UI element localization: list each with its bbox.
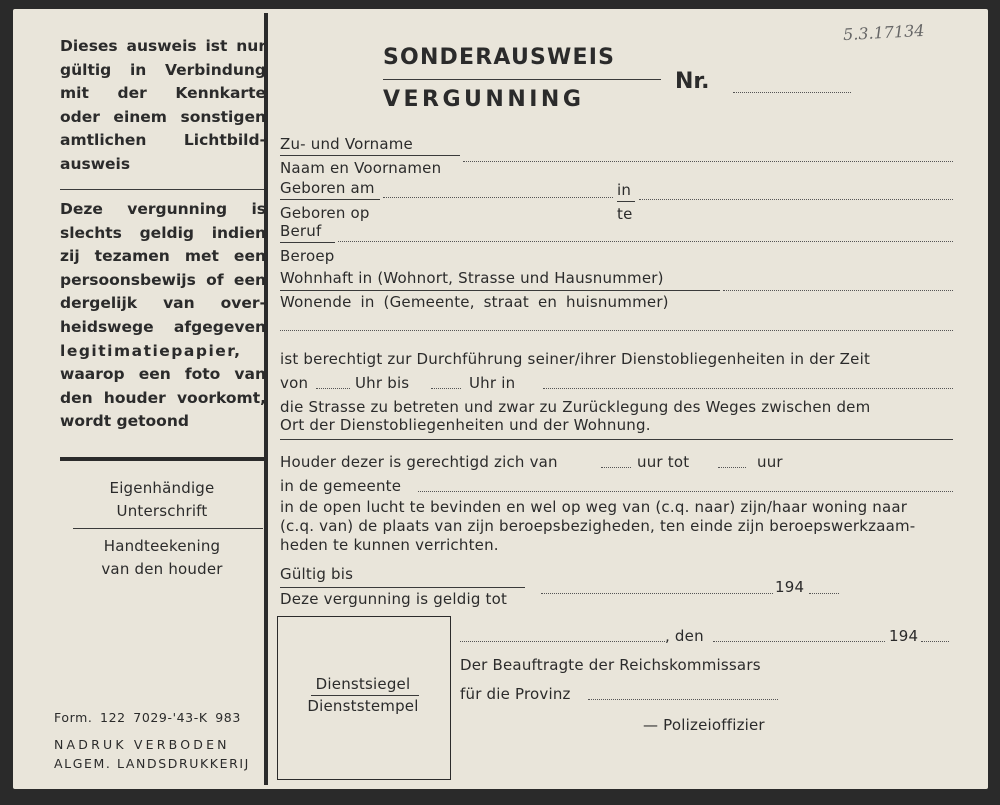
von-label: von <box>280 374 309 392</box>
notice-line: amtlichen Lichtbild- <box>60 131 266 150</box>
form-number: Form. 122 7029-'43-K 983 <box>54 710 241 725</box>
notice-line: Dieses ausweis ist nur <box>60 37 266 55</box>
valid-until-field[interactable] <box>541 593 773 594</box>
official-title: Der Beauftragte der Reichskommissars <box>460 656 761 674</box>
footer-line: ALGEM. LANDSDRUKKERIJ <box>54 756 250 771</box>
permit-card <box>13 9 988 789</box>
permission-text-de: ist berechtigt zur Durchführung seiner/ihrer Dienstobliegenheiten in der Zeit <box>280 350 871 368</box>
den-label: , den <box>665 627 704 645</box>
name-label-de: Zu- und Vorname <box>280 135 413 153</box>
valid-until-de: Gültig bis <box>280 565 354 583</box>
residence-field[interactable] <box>723 290 953 291</box>
title-divider <box>383 79 661 80</box>
time-from-field[interactable] <box>316 388 350 389</box>
notice-line: oder einem sonstigen <box>60 107 266 126</box>
notice-line: legitimatiepapier, <box>60 341 242 360</box>
signature-line: Unterschrift <box>116 502 208 520</box>
notice-line: persoonsbewijs of een <box>60 270 266 289</box>
uhr-bis-label: Uhr bis <box>355 374 410 392</box>
notice-line: Deze vergunning is <box>60 200 266 218</box>
route-text-nl-1: in de open lucht te bevinden en wel op weg van (c.q. naar) zijn/haar woning naar <box>280 498 908 516</box>
notice-line: slechts geldig indien <box>60 223 266 242</box>
nl-time-from-field[interactable] <box>601 467 631 468</box>
residence-label-de: Wohnhaft in (Wohnort, Strasse und Hausnummer) <box>280 269 664 287</box>
signoff-year: 194 <box>889 627 919 645</box>
uur-label: uur <box>757 453 783 471</box>
signature-divider <box>73 528 263 529</box>
notice-line: heidswege afgegeven <box>60 317 266 336</box>
time-to-field[interactable] <box>431 388 461 389</box>
notice-line: wordt getoond <box>60 412 189 431</box>
born-label-nl: Geboren op <box>280 204 370 222</box>
notice-line: mit der Kennkarte <box>60 84 266 103</box>
route-text-nl-2: (c.q. van) de plaats van zijn beroepsbezigheden, ten einde zijn beroepswerkzaam- <box>280 517 916 535</box>
german-notice-block <box>60 35 266 177</box>
notice-line: gültig in Verbindung <box>60 60 266 79</box>
signature-label-nl <box>60 535 264 581</box>
stamp-label-de: Dienstsiegel <box>315 675 411 693</box>
province-label: für die Provinz <box>460 685 571 703</box>
permission-text-nl: Houder dezer is gerechtigd zich van <box>280 453 558 471</box>
born-place-field[interactable] <box>639 199 953 200</box>
notice-line: ausweis <box>60 154 131 173</box>
footer-line: NADRUK VERBODEN <box>54 737 230 752</box>
born-underline <box>280 199 380 200</box>
notice-line: den houder voorkomt, <box>60 388 266 407</box>
notice-line: zij tezamen met een <box>60 247 266 266</box>
validity-underline <box>280 587 525 588</box>
valid-until-nl: Deze vergunning is geldig tot <box>280 590 508 608</box>
validity-year-field[interactable] <box>809 593 839 594</box>
print-footer <box>54 735 250 773</box>
born-label-de: Geboren am <box>280 179 375 197</box>
in-underline <box>617 201 635 202</box>
gemeente-label: in de gemeente <box>280 477 402 495</box>
name-label-nl: Naam en Voornamen <box>280 159 442 177</box>
notice-divider <box>60 189 264 190</box>
name-underline <box>280 155 460 156</box>
gemeente-field[interactable] <box>418 491 953 492</box>
route-text-de-2: Ort der Dienstobliegenheiten und der Wohnung. <box>280 416 651 434</box>
title-de: SONDERAUSWEIS <box>383 45 616 70</box>
province-field[interactable] <box>588 699 778 700</box>
dutch-notice-block <box>60 198 266 434</box>
route-text-de-1: die Strasse zu betreten und zwar zu Zurücklegung des Weges zwischen dem <box>280 398 871 416</box>
nr-field[interactable] <box>733 92 851 93</box>
nr-label: Nr. <box>675 69 710 94</box>
job-label-de: Beruf <box>280 222 322 240</box>
archive-number: 5.3.17134 <box>842 20 925 45</box>
job-label-nl: Beroep <box>280 247 335 265</box>
date-field[interactable] <box>713 641 885 642</box>
residence-underline <box>280 290 720 291</box>
signature-line: Eigenhändige <box>109 479 215 497</box>
born-date-field[interactable] <box>383 197 613 198</box>
section-divider <box>280 439 953 440</box>
route-text-nl-3: heden te kunnen verrichten. <box>280 536 499 554</box>
notice-line: dergelijk van over- <box>60 294 266 313</box>
place-field[interactable] <box>460 641 665 642</box>
thick-divider <box>60 457 264 461</box>
job-underline <box>280 242 335 243</box>
notice-line: waarop een foto van <box>60 365 266 384</box>
residence-label-nl: Wonende in (Gemeente, straat en huisnummer) <box>280 293 669 311</box>
validity-year: 194 <box>775 578 805 596</box>
te-label: te <box>617 205 633 223</box>
stamp-label-nl: Dienststempel <box>307 697 419 715</box>
signoff-year-field[interactable] <box>921 641 949 642</box>
location-field[interactable] <box>543 388 953 389</box>
signature-line: Handteekening <box>103 537 221 555</box>
title-nl: VERGUNNING <box>383 87 585 112</box>
officer-title: — Polizeioffizier <box>643 716 765 734</box>
in-label: in <box>617 181 632 199</box>
nl-time-to-field[interactable] <box>718 467 746 468</box>
name-field[interactable] <box>463 161 953 162</box>
residence-field-2[interactable] <box>280 330 953 331</box>
uur-tot-label: uur tot <box>637 453 690 471</box>
signature-line: van den houder <box>101 560 223 578</box>
signature-label-de <box>60 477 264 523</box>
uhr-in-label: Uhr in <box>469 374 516 392</box>
job-field[interactable] <box>338 241 953 242</box>
